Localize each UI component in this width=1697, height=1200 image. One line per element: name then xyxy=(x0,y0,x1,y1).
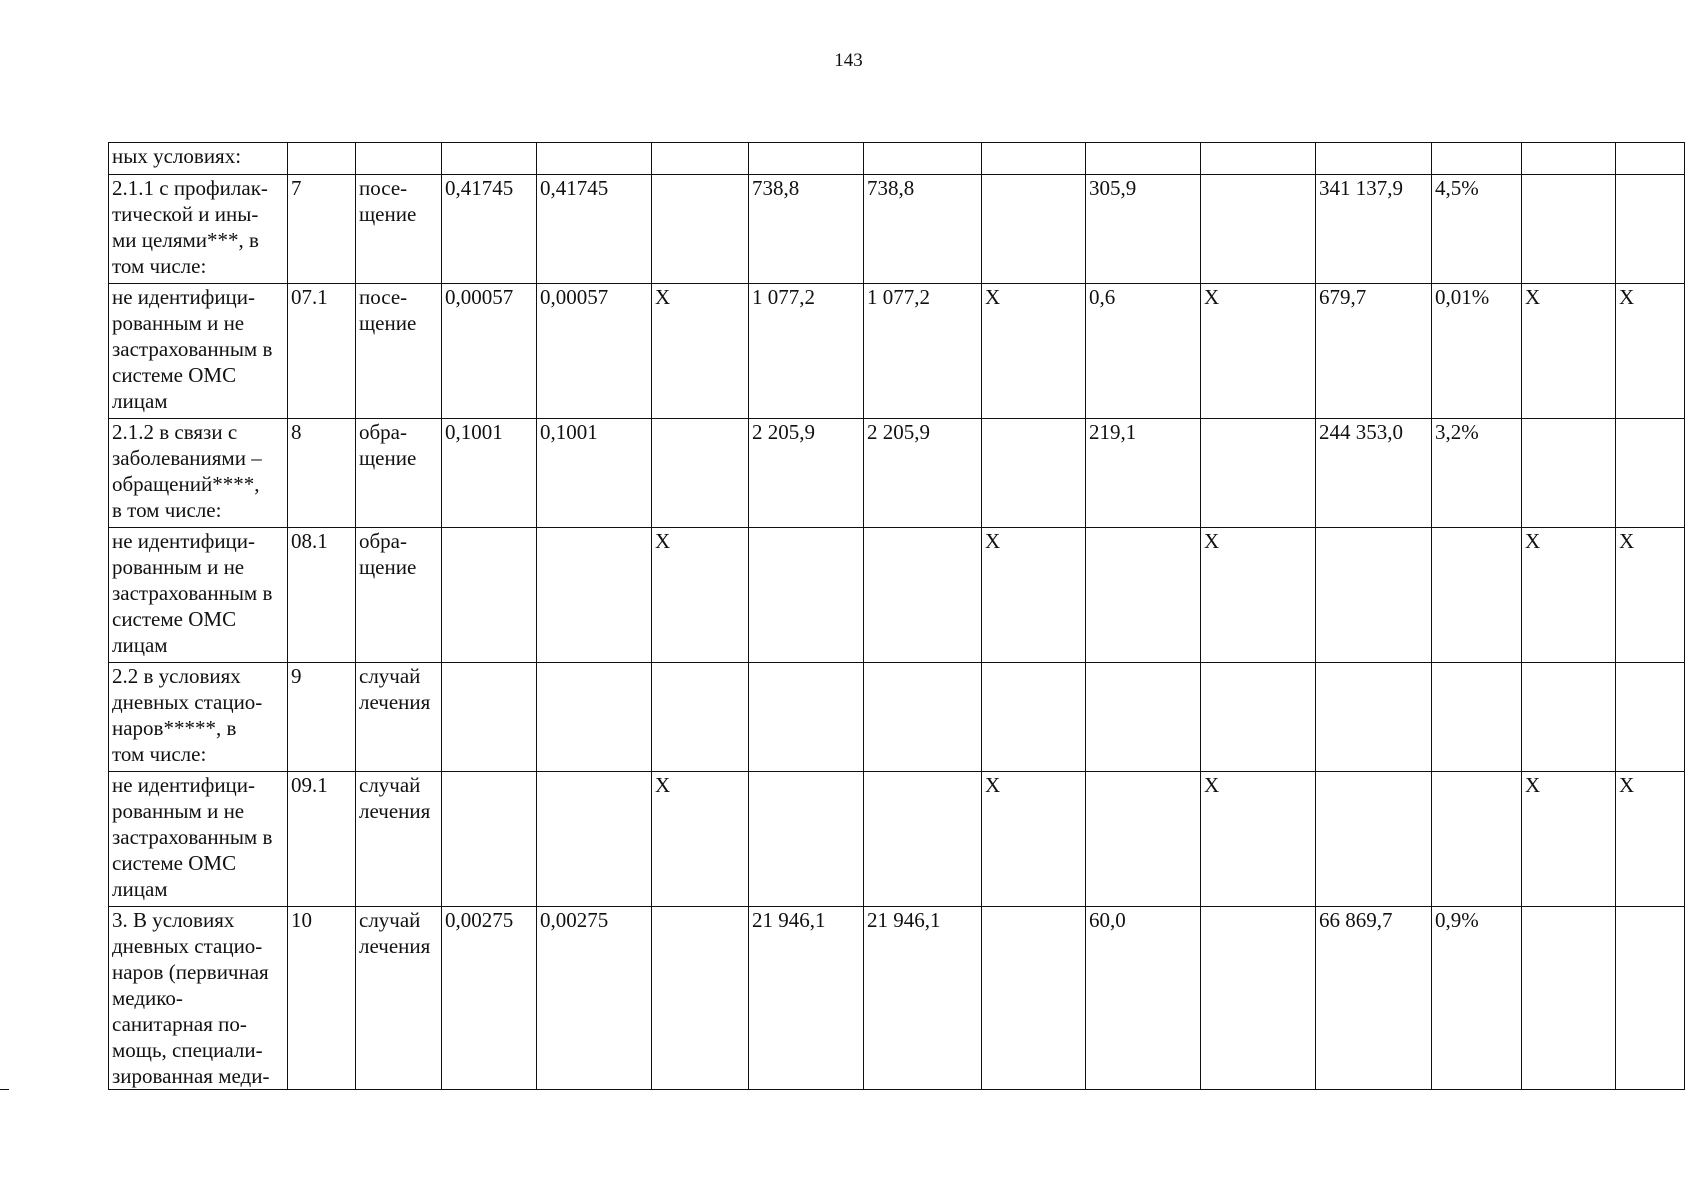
row-name-cell: 3. В условиях дневных стацио- наров (первичная медико- санитарная по- мощь, специали- зированная меди- xyxy=(109,907,288,1090)
table-cell xyxy=(1316,143,1432,175)
table-cell xyxy=(1432,528,1522,663)
line-number-cell: 7 xyxy=(288,175,356,284)
table-cell xyxy=(1616,663,1685,772)
table-cell xyxy=(1432,772,1522,907)
unit-cell: случай лечения xyxy=(356,907,442,1090)
table-cell: 305,9 xyxy=(1086,175,1201,284)
line-number-cell: 10 xyxy=(288,907,356,1090)
table-row xyxy=(109,284,1685,419)
table-row xyxy=(109,528,1685,663)
table-cell: 219,1 xyxy=(1086,419,1201,528)
table-cell: X xyxy=(1616,528,1685,663)
line-number-cell: 9 xyxy=(288,663,356,772)
row-name-cell: 2.1.1 с профилак- тической и ины- ми целями***, в том числе: xyxy=(109,175,288,284)
line-number-cell: 8 xyxy=(288,419,356,528)
unit-cell: обра- щение xyxy=(356,419,442,528)
table-cell: X xyxy=(1201,528,1316,663)
table-cell xyxy=(1201,175,1316,284)
table-cell xyxy=(1522,907,1616,1090)
table-cell: 0,00057 xyxy=(442,284,537,419)
table-cell xyxy=(1522,419,1616,528)
table-cell xyxy=(749,663,864,772)
table-cell: 21 946,1 xyxy=(749,907,864,1090)
unit-cell: случай лечения xyxy=(356,772,442,907)
table-cell: X xyxy=(1201,772,1316,907)
table-cell xyxy=(1522,143,1616,175)
table-cell: 21 946,1 xyxy=(864,907,982,1090)
line-number-cell: 08.1 xyxy=(288,528,356,663)
unit-cell: посе- щение xyxy=(356,175,442,284)
row-name-cell: ных условиях: xyxy=(109,143,288,175)
unit-cell: случай лечения xyxy=(356,663,442,772)
table-cell xyxy=(652,175,749,284)
table-cell xyxy=(982,175,1086,284)
table-cell: 66 869,7 xyxy=(1316,907,1432,1090)
table-cell: X xyxy=(1616,284,1685,419)
table-cell: 244 353,0 xyxy=(1316,419,1432,528)
table-cell xyxy=(1316,528,1432,663)
row-name-cell: 2.2 в условиях дневных стацио- наров*****, в том числе: xyxy=(109,663,288,772)
table-cell xyxy=(1316,663,1432,772)
table-cell: X xyxy=(982,772,1086,907)
margin-mark xyxy=(0,1089,9,1090)
row-name-cell: 2.1.2 в связи с заболеваниями – обращений****, в том числе: xyxy=(109,419,288,528)
table-cell xyxy=(1201,419,1316,528)
table-cell xyxy=(749,143,864,175)
line-number-cell: 09.1 xyxy=(288,772,356,907)
table-cell: 679,7 xyxy=(1316,284,1432,419)
table-cell: 2 205,9 xyxy=(864,419,982,528)
table-cell: 3,2% xyxy=(1432,419,1522,528)
table-cell xyxy=(1432,663,1522,772)
table-cell: 0,41745 xyxy=(537,175,652,284)
table-cell: 0,1001 xyxy=(537,419,652,528)
table-cell: 60,0 xyxy=(1086,907,1201,1090)
row-name-cell: не идентифици- рованным и не застрахованным в системе ОМС лицам xyxy=(109,772,288,907)
table-cell xyxy=(982,419,1086,528)
table-cell: 0,1001 xyxy=(442,419,537,528)
table-cell xyxy=(442,528,537,663)
table-cell: 0,01% xyxy=(1432,284,1522,419)
table-cell xyxy=(1616,419,1685,528)
table-cell: 0,9% xyxy=(1432,907,1522,1090)
table-cell xyxy=(982,663,1086,772)
table-cell xyxy=(442,143,537,175)
line-number-cell xyxy=(288,143,356,175)
table-cell xyxy=(749,528,864,663)
table-cell: 0,00275 xyxy=(442,907,537,1090)
table-cell: X xyxy=(1616,772,1685,907)
table-cell: 2 205,9 xyxy=(749,419,864,528)
table-cell xyxy=(537,143,652,175)
table-cell: X xyxy=(982,284,1086,419)
table-cell xyxy=(442,663,537,772)
table-cell: 1 077,2 xyxy=(864,284,982,419)
table-cell xyxy=(864,772,982,907)
table-cell xyxy=(652,143,749,175)
table-cell xyxy=(537,663,652,772)
table-cell xyxy=(1616,907,1685,1090)
table-cell: X xyxy=(652,284,749,419)
table-row xyxy=(109,419,1685,528)
table-row xyxy=(109,175,1685,284)
table-cell xyxy=(1086,772,1201,907)
table-cell xyxy=(652,663,749,772)
table-cell: X xyxy=(1522,284,1616,419)
row-name-cell: не идентифици- рованным и не застрахованным в системе ОМС лицам xyxy=(109,284,288,419)
table-cell: 0,41745 xyxy=(442,175,537,284)
table-cell xyxy=(749,772,864,907)
table-cell: X xyxy=(1201,284,1316,419)
financing-table xyxy=(108,142,1685,1090)
table-cell xyxy=(982,907,1086,1090)
table-cell: 341 137,9 xyxy=(1316,175,1432,284)
table-cell xyxy=(1086,143,1201,175)
table-cell xyxy=(1522,175,1616,284)
table-row xyxy=(109,143,1685,175)
table-cell xyxy=(1432,143,1522,175)
table-cell xyxy=(652,907,749,1090)
table-cell xyxy=(442,772,537,907)
table-cell xyxy=(1201,663,1316,772)
line-number-cell: 07.1 xyxy=(288,284,356,419)
table-cell xyxy=(1616,143,1685,175)
table-cell: X xyxy=(652,528,749,663)
table-cell xyxy=(537,528,652,663)
table-cell xyxy=(1086,528,1201,663)
page-number: 143 xyxy=(834,50,863,71)
table-cell xyxy=(1522,663,1616,772)
unit-cell: посе- щение xyxy=(356,284,442,419)
table-cell xyxy=(864,663,982,772)
table-cell xyxy=(1201,907,1316,1090)
table-cell xyxy=(1616,175,1685,284)
table-cell xyxy=(1086,663,1201,772)
table-cell: 738,8 xyxy=(749,175,864,284)
table-cell: X xyxy=(1522,772,1616,907)
table-cell: 0,00275 xyxy=(537,907,652,1090)
table-cell xyxy=(1316,772,1432,907)
table-row xyxy=(109,772,1685,907)
table-cell: 4,5% xyxy=(1432,175,1522,284)
table-cell xyxy=(982,143,1086,175)
table-row xyxy=(109,663,1685,772)
table-cell xyxy=(864,528,982,663)
table-cell: X xyxy=(652,772,749,907)
table-cell: 738,8 xyxy=(864,175,982,284)
table-cell: X xyxy=(1522,528,1616,663)
row-name-cell: не идентифици- рованным и не застрахованным в системе ОМС лицам xyxy=(109,528,288,663)
table-cell xyxy=(1201,143,1316,175)
table-cell: 1 077,2 xyxy=(749,284,864,419)
table-cell xyxy=(652,419,749,528)
unit-cell xyxy=(356,143,442,175)
table-cell: X xyxy=(982,528,1086,663)
table-cell xyxy=(864,143,982,175)
table-cell xyxy=(537,772,652,907)
table-row xyxy=(109,907,1685,1090)
unit-cell: обра- щение xyxy=(356,528,442,663)
table-cell: 0,00057 xyxy=(537,284,652,419)
table-cell: 0,6 xyxy=(1086,284,1201,419)
